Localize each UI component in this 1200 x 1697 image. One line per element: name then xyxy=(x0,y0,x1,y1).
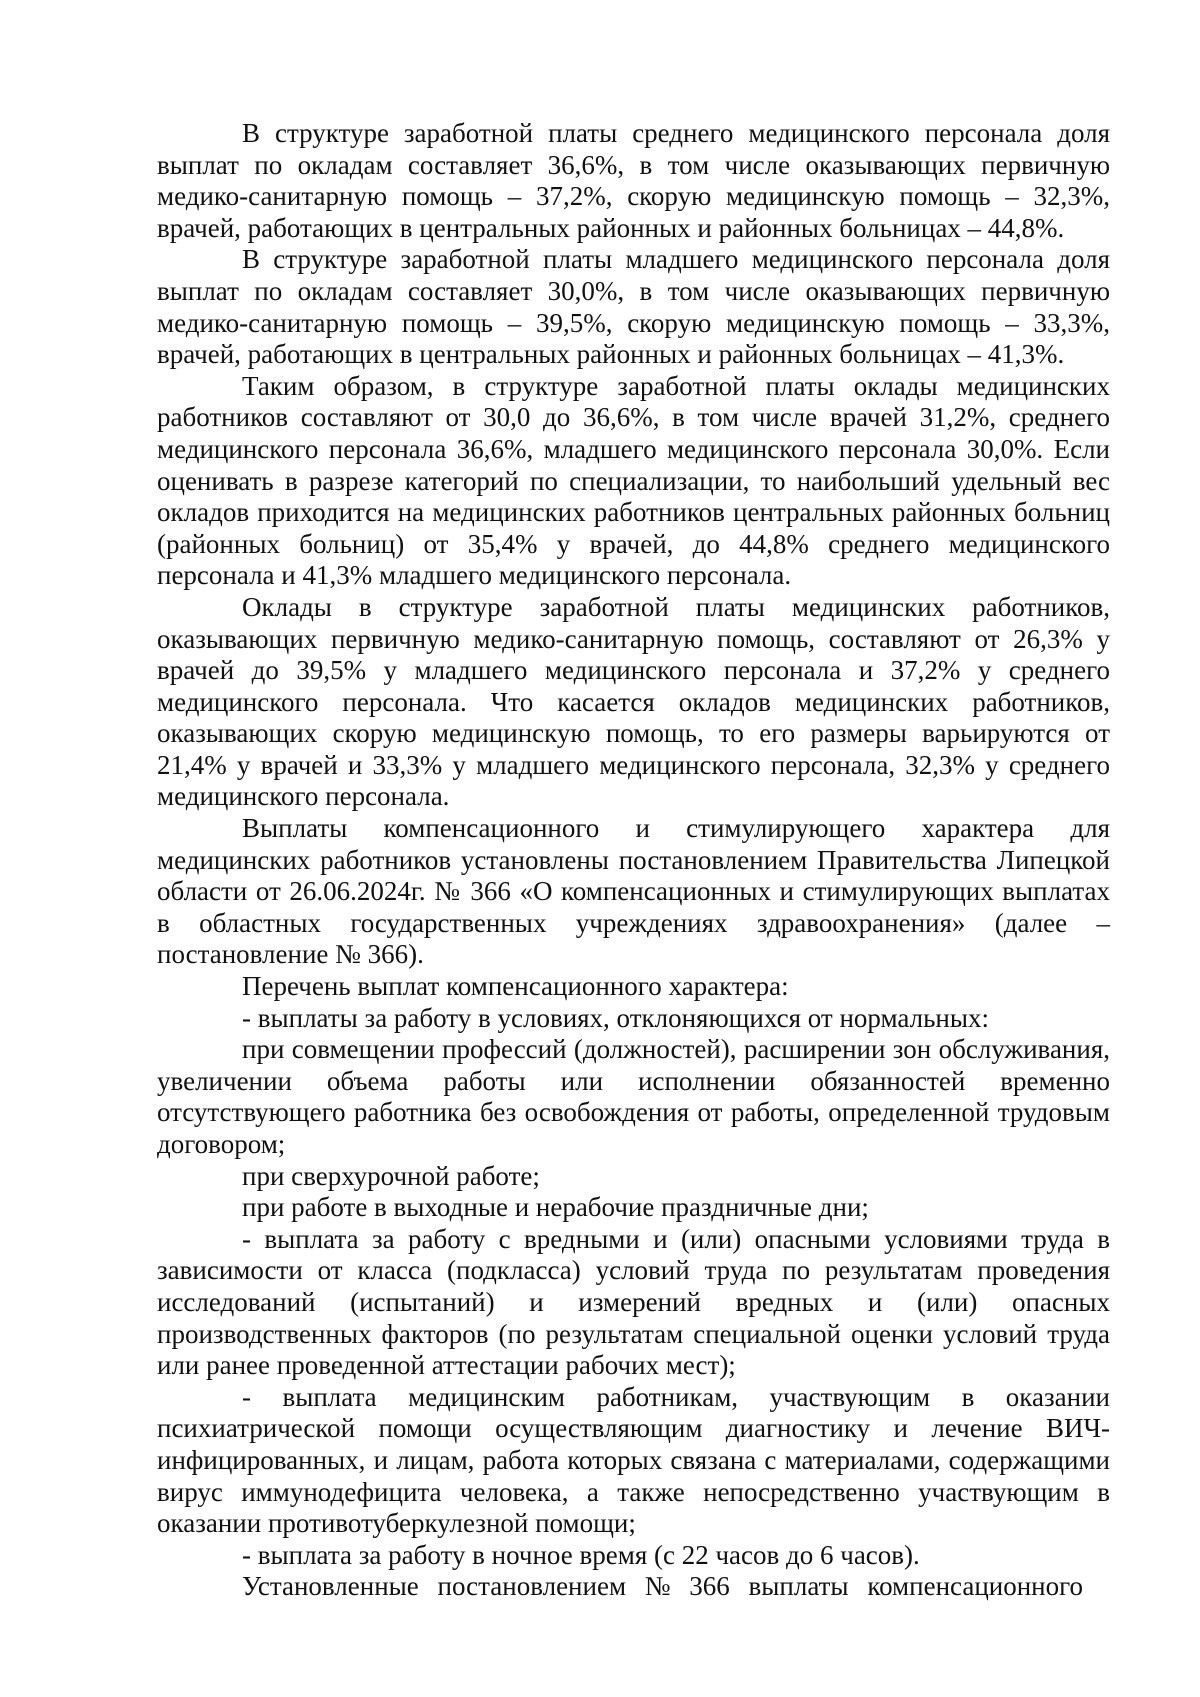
paragraph-junior-staff-salary: В структуре заработной платы младшего медицинского персонала доля выплат по окладам составляет 30,0%, в том числе оказывающих первичную медико-санитарную помощь – 39,5%, скорую медицинскую помощь – 33,3%, врачей, работающих в центральных районных и районных больницах – 41,3%. xyxy=(157,244,1110,370)
paragraph-primary-care-salaries: Оклады в структуре заработной платы медицинских работников, оказывающих первичную медико-санитарную помощь, составляют от 26,3% у врачей до 39,5% у младшего медицинского персонала и 37,2% у среднего медицинского персонала. Что касается окладов медицинских работников, оказывающих скорую медицинскую помощь, то его размеры варьируются от 21,4% у врачей и 33,3% у младшего медицинского персонала, 32,3% у среднего медицинского персонала. xyxy=(157,591,1110,812)
paragraph-list-heading: Перечень выплат компенсационного характера: xyxy=(242,971,789,1002)
paragraph-summary: Таким образом, в структуре заработной платы оклады медицинских работников составляют от 30,0 до 36,6%, в том числе врачей 31,2%, среднего медицинского персонала 36,6%, младшего медицинского персонала 30,0%. Если оценивать в разрезе категорий по специализации, то наибольший удельный вес окладов приходится на медицинских работников центральных районных больниц (районных больниц) от 35,4% у врачей, до 44,8% среднего медицинского персонала и 41,3% младшего медицинского персонала. xyxy=(157,370,1110,591)
list-subitem-combination: при совмещении профессий (должностей), расширении зон обслуживания, увеличении объема работы или исполнении обязанностей временно отсутствующего работника без освобождения от работы, определенной трудовым договором; xyxy=(157,1034,1110,1159)
list-item-night-work: - выплата за работу в ночное время (с 22 часов до 6 часов). xyxy=(242,1539,920,1570)
list-subitem-overtime: при сверхурочной работе; xyxy=(242,1160,540,1191)
paragraph-regulation: Выплаты компенсационного и стимулирующего характера для медицинских работников установлены постановлением Правительства Липецкой области от 26.06.2024г. № 366 «О компенсационных и стимулирующих выплатах в областных государственных учреждениях здравоохранения» (далее – постановление № 366). xyxy=(157,813,1110,970)
list-subitem-holidays: при работе в выходные и нерабочие праздничные дни; xyxy=(242,1192,869,1223)
paragraph-mid-staff-salary: В структуре заработной платы среднего медицинского персонала доля выплат по окладам составляет 36,6%, в том числе оказывающих первичную медико-санитарную помощь – 37,2%, скорую медицинскую помощь – 32,3%, врачей, работающих в центральных районных и районных больницах – 44,8%. xyxy=(157,118,1110,243)
paragraph-continued: Установленные постановлением № 366 выплаты компенсационного xyxy=(242,1571,1084,1602)
list-item-harmful-conditions: - выплата за работу с вредными и (или) опасными условиями труда в зависимости от класса (подкласса) условий труда по результатам проведения исследований (испытаний) и измерений вредных и (или) опасных производственных факторов (по результатам специальной оценки условий труда или ранее проведенной аттестации рабочих мест); xyxy=(157,1223,1110,1381)
list-item-psychiatric-hiv: - выплата медицинским работникам, участвующим в оказании психиатрической помощи осуществляющим диагностику и лечение ВИЧ-инфицированных, и лицам, работа которых связана с материалами, содержащими вирус иммунодефицита человека, а также непосредственно участвующим в оказании противотуберкулезной помощи; xyxy=(157,1381,1110,1539)
document-page xyxy=(157,118,1110,1603)
list-item-abnormal-conditions: - выплаты за работу в условиях, отклоняющихся от нормальных: xyxy=(242,1002,989,1033)
